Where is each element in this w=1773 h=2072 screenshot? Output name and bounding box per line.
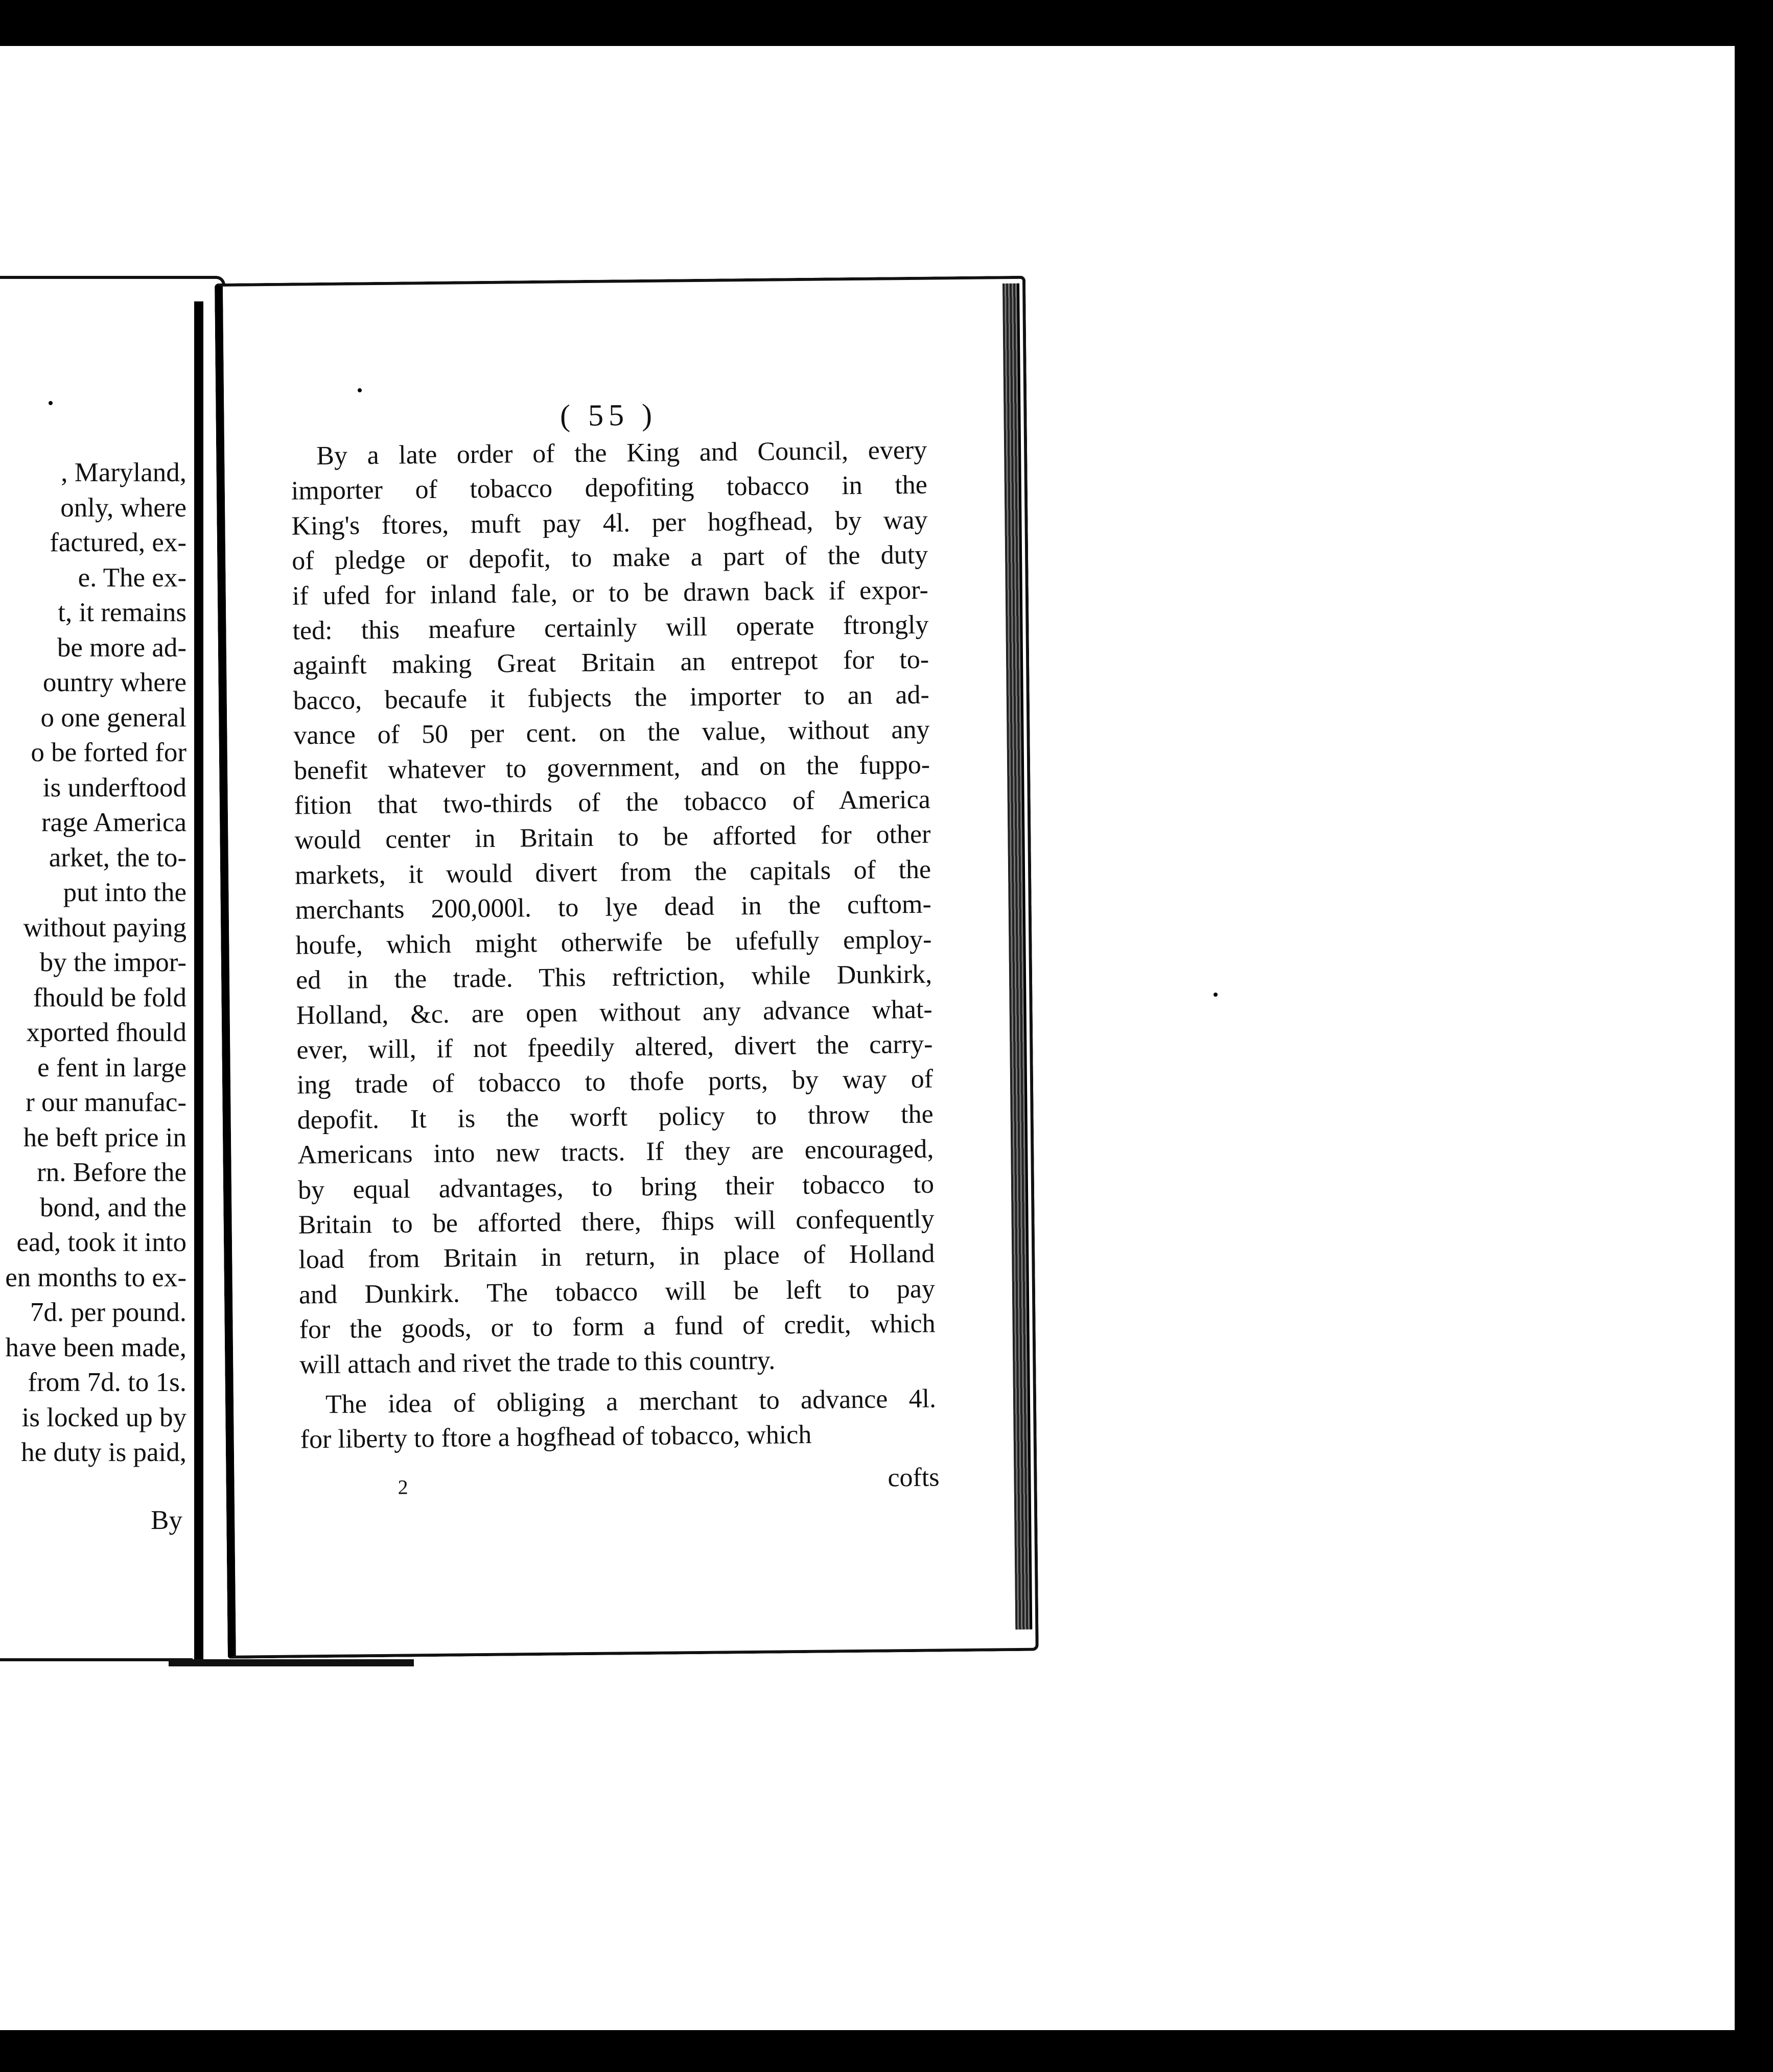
text-line: importer of tobacco depofiting tobacco in the [291, 470, 928, 506]
gutter-foot-line [169, 1659, 414, 1666]
text-line: benefit whatever to government, and on the fuppo- [293, 750, 930, 786]
scan-frame-right [1735, 0, 1773, 2072]
text-line: depofit. It is the worft policy to throw the [297, 1099, 934, 1135]
paragraph-2 [300, 1382, 937, 1458]
left-page-line: 7d. per pound. [30, 1298, 186, 1327]
text-line: againft making Great Britain an entrepot for to- [292, 645, 929, 681]
left-page-line: xported fhould [26, 1018, 186, 1047]
text-line: houfe, which might otherwife be ufefully employ- [295, 925, 932, 960]
left-page-line: without paying [23, 912, 186, 943]
left-page-line: rn. Before the [37, 1158, 186, 1187]
left-page-line: from 7d. to 1s. [28, 1368, 186, 1397]
text-line: load from Britain in return, in place of Holland [298, 1239, 935, 1275]
text-line: The idea of obliging a merchant to advance 4l. [325, 1384, 937, 1419]
left-page-line: only, where [60, 492, 186, 523]
left-page-line: bond, and the [39, 1192, 186, 1222]
signature-mark: 2 [398, 1475, 408, 1499]
left-page-line: have been made, [5, 1332, 186, 1362]
page-number: ( 55 ) [559, 397, 658, 433]
left-page-line: ead, took it into [16, 1228, 186, 1257]
text-line: merchants 200,000l. to lye dead in the cuftom- [295, 889, 932, 925]
left-page-line: is locked up by [21, 1402, 186, 1432]
left-page-line: he beft price in [23, 1122, 186, 1152]
text-line: of pledge or depofit, to make a part of the duty [291, 540, 928, 576]
text-line: ted: this meafure certainly will operate ftrongly [292, 610, 929, 646]
left-page-line: e fent in large [37, 1052, 186, 1082]
left-page-line: by the impor- [39, 948, 186, 977]
left-page-text [5, 455, 186, 1470]
text-line: Holland, &c. are open without any advance what- [296, 995, 932, 1030]
right-page [215, 276, 1039, 1659]
left-page-line: factured, ex- [50, 528, 186, 557]
left-page-line: o be forted for [31, 738, 186, 767]
left-page-line: is underftood [42, 772, 186, 803]
page-body [291, 433, 937, 1458]
left-page [0, 276, 225, 1661]
text-line: vance of 50 per cent. on the value, without any [293, 715, 930, 750]
text-line: Britain to be afforted there, fhips will confequently [298, 1204, 935, 1240]
text-line: if ufed for inland fale, or to be drawn back if expor- [292, 575, 929, 611]
gutter-spine-line [194, 301, 203, 1663]
left-page-line: o one general [40, 702, 186, 733]
left-page-catchword: By [151, 1505, 182, 1535]
left-page-line: r our manufac- [26, 1088, 186, 1117]
text-line: ever, will, if not fpeedily altered, divert the carry- [296, 1029, 933, 1065]
left-page-line: t, it remains [58, 598, 186, 627]
text-line: will attach and rivet the trade to this country. [299, 1346, 776, 1380]
left-page-line: e. The ex- [78, 562, 186, 593]
left-page-line: rage America [41, 808, 186, 837]
text-line: and Dunkirk. The tobacco will be left to pay [298, 1274, 936, 1310]
text-line: bacco, becaufe it fubjects the importer to an ad- [293, 680, 930, 716]
scan-frame-top [0, 0, 1773, 46]
text-line: would center in Britain to be afforted for other [294, 820, 931, 856]
text-line: by equal advantages, to bring their tobacco to [297, 1169, 935, 1205]
left-page-line: fhould be fold [33, 982, 186, 1013]
text-line: Americans into new tracts. If they are encouraged, [297, 1134, 934, 1170]
scan-speck [1214, 993, 1218, 997]
text-line: fition that two-thirds of the tobacco of America [294, 785, 931, 820]
scan-frame-bottom [0, 2030, 1773, 2072]
scan-speck [49, 401, 53, 405]
left-page-line: arket, the to- [49, 842, 186, 873]
text-line: for the goods, or to form a fund of credit, which [299, 1309, 936, 1345]
text-line: for liberty to ftore a hogfhead of tobacco, which [300, 1420, 812, 1454]
text-line: ing trade of tobacco to thofe ports, by way of [296, 1064, 934, 1100]
left-page-line: be more ad- [57, 632, 186, 663]
catchword: cofts [888, 1463, 940, 1493]
text-line: King's ftores, muft pay 4l. per hogfhead, by way [291, 505, 928, 541]
left-page-line: he duty is paid, [21, 1438, 186, 1467]
left-page-line: en months to ex- [5, 1262, 186, 1292]
scan-speck [358, 388, 362, 392]
left-page-line: , Maryland, [61, 458, 186, 487]
paragraph-1 [291, 433, 936, 1383]
text-line: markets, it would divert from the capitals of the [294, 855, 931, 890]
left-page-line: put into the [63, 878, 186, 907]
text-line: By a late order of the King and Council, every [316, 435, 927, 471]
text-line: ed in the trade. This reftriction, while Dunkirk, [295, 959, 932, 995]
left-page-line: ountry where [42, 668, 186, 697]
